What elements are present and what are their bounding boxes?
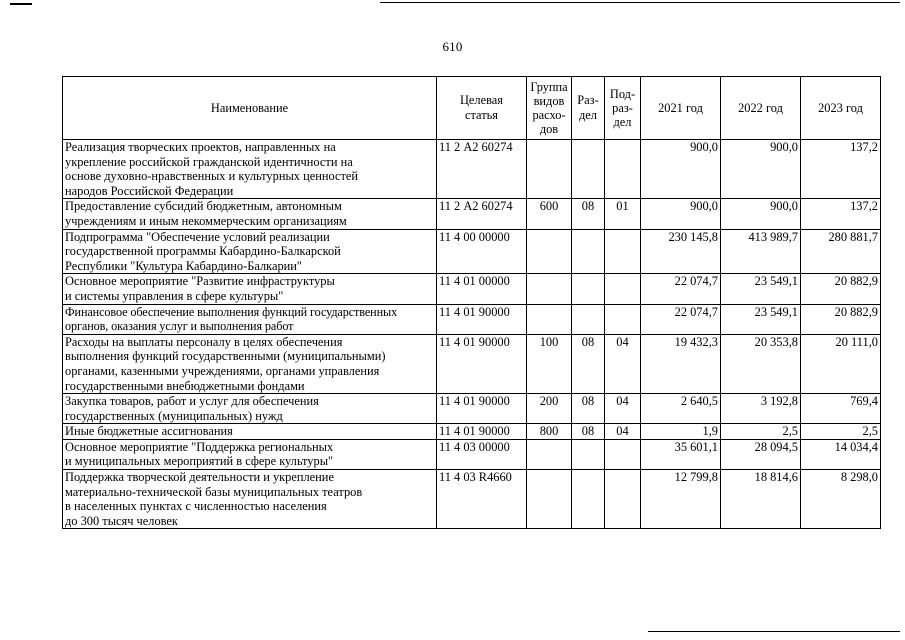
row-name: Поддержка творческой деятельности и укрепление материально-технической базы муниципальных театров в населенных пунктах с численностью населения до 300 тысяч человек bbox=[63, 470, 437, 529]
row-2023: 137,2 bbox=[801, 140, 881, 199]
row-2022: 28 094,5 bbox=[721, 439, 801, 469]
row-subsection bbox=[605, 229, 641, 274]
header-2022: 2022 год bbox=[721, 77, 801, 140]
header-target: Целевая статья bbox=[437, 77, 527, 140]
row-section: 08 bbox=[572, 424, 605, 440]
row-group bbox=[527, 140, 572, 199]
row-group bbox=[527, 304, 572, 334]
top-rule-left bbox=[10, 3, 32, 5]
row-name: Реализация творческих проектов, направленных на укрепление российской гражданской идентичности на основе духовно-нравственных и культурных ценностей народов Российской Федерации bbox=[63, 140, 437, 199]
row-subsection bbox=[605, 470, 641, 529]
row-name: Расходы на выплаты персоналу в целях обеспечения выполнения функций государственными (муниципальными) органами, казенными учреждениями, органами управления государственными внебюджетными фондами bbox=[63, 334, 437, 393]
row-section bbox=[572, 274, 605, 304]
row-group: 600 bbox=[527, 199, 572, 229]
table-row bbox=[63, 274, 881, 304]
row-name: Закупка товаров, работ и услуг для обеспечения государственных (муниципальных) нужд bbox=[63, 394, 437, 424]
row-name: Иные бюджетные ассигнования bbox=[63, 424, 437, 440]
row-2023: 20 111,0 bbox=[801, 334, 881, 393]
row-2021: 1,9 bbox=[641, 424, 721, 440]
row-2023: 14 034,4 bbox=[801, 439, 881, 469]
row-name: Финансовое обеспечение выполнения функций государственных органов, оказания услуг и выполнения работ bbox=[63, 304, 437, 334]
row-2021: 2 640,5 bbox=[641, 394, 721, 424]
row-section bbox=[572, 140, 605, 199]
top-rule-right bbox=[380, 2, 900, 3]
row-target: 11 4 00 00000 bbox=[437, 229, 527, 274]
row-name: Предоставление субсидий бюджетным, автономным учреждениям и иным некоммерческим организациям bbox=[63, 199, 437, 229]
row-group bbox=[527, 439, 572, 469]
header-2023: 2023 год bbox=[801, 77, 881, 140]
header-row bbox=[63, 77, 881, 140]
row-2022: 23 549,1 bbox=[721, 304, 801, 334]
row-2022: 18 814,6 bbox=[721, 470, 801, 529]
row-2022: 900,0 bbox=[721, 140, 801, 199]
row-subsection: 01 bbox=[605, 199, 641, 229]
budget-table bbox=[62, 76, 881, 529]
table-row bbox=[63, 470, 881, 529]
table-row bbox=[63, 140, 881, 199]
row-group: 800 bbox=[527, 424, 572, 440]
table-row bbox=[63, 424, 881, 440]
row-group: 200 bbox=[527, 394, 572, 424]
row-2023: 20 882,9 bbox=[801, 304, 881, 334]
row-target: 11 4 01 90000 bbox=[437, 304, 527, 334]
row-subsection: 04 bbox=[605, 424, 641, 440]
page-number: 610 bbox=[442, 39, 463, 54]
row-2021: 900,0 bbox=[641, 140, 721, 199]
table-row bbox=[63, 304, 881, 334]
header-group: Группа видов расхо- дов bbox=[527, 77, 572, 140]
table-row bbox=[63, 439, 881, 469]
table-row bbox=[63, 229, 881, 274]
row-2023: 8 298,0 bbox=[801, 470, 881, 529]
table-row bbox=[63, 334, 881, 393]
table-row bbox=[63, 199, 881, 229]
row-2022: 23 549,1 bbox=[721, 274, 801, 304]
row-2022: 900,0 bbox=[721, 199, 801, 229]
header-name: Наименование bbox=[63, 77, 437, 140]
header-subsection: Под- раз- дел bbox=[605, 77, 641, 140]
row-2022: 20 353,8 bbox=[721, 334, 801, 393]
row-2023: 2,5 bbox=[801, 424, 881, 440]
row-target: 11 4 01 90000 bbox=[437, 424, 527, 440]
row-target: 11 4 03 R4660 bbox=[437, 470, 527, 529]
row-2022: 2,5 bbox=[721, 424, 801, 440]
row-name: Основное мероприятие "Развитие инфраструктуры и системы управления в сфере культуры" bbox=[63, 274, 437, 304]
table-row bbox=[63, 394, 881, 424]
row-section: 08 bbox=[572, 394, 605, 424]
row-target: 11 2 А2 60274 bbox=[437, 140, 527, 199]
row-subsection bbox=[605, 304, 641, 334]
row-subsection bbox=[605, 274, 641, 304]
row-name: Основное мероприятие "Поддержка региональных и муниципальных мероприятий в сфере культуры" bbox=[63, 439, 437, 469]
row-2021: 900,0 bbox=[641, 199, 721, 229]
row-target: 11 4 01 90000 bbox=[437, 394, 527, 424]
row-2023: 20 882,9 bbox=[801, 274, 881, 304]
row-group: 100 bbox=[527, 334, 572, 393]
row-target: 11 4 01 00000 bbox=[437, 274, 527, 304]
row-section: 08 bbox=[572, 334, 605, 393]
row-section: 08 bbox=[572, 199, 605, 229]
row-target: 11 4 01 90000 bbox=[437, 334, 527, 393]
row-2022: 413 989,7 bbox=[721, 229, 801, 274]
header-section: Раз- дел bbox=[572, 77, 605, 140]
row-2021: 22 074,7 bbox=[641, 274, 721, 304]
row-subsection: 04 bbox=[605, 334, 641, 393]
row-group bbox=[527, 274, 572, 304]
row-target: 11 4 03 00000 bbox=[437, 439, 527, 469]
row-group bbox=[527, 229, 572, 274]
row-2021: 230 145,8 bbox=[641, 229, 721, 274]
header-2021: 2021 год bbox=[641, 77, 721, 140]
row-group bbox=[527, 470, 572, 529]
row-section bbox=[572, 304, 605, 334]
row-name: Подпрограмма "Обеспечение условий реализации государственной программы Кабардино-Балкарской Республики "Культура Кабардино-Балкарии" bbox=[63, 229, 437, 274]
row-subsection bbox=[605, 439, 641, 469]
row-subsection: 04 bbox=[605, 394, 641, 424]
row-2023: 137,2 bbox=[801, 199, 881, 229]
row-2021: 35 601,1 bbox=[641, 439, 721, 469]
row-2021: 12 799,8 bbox=[641, 470, 721, 529]
row-section bbox=[572, 229, 605, 274]
row-section bbox=[572, 439, 605, 469]
row-subsection bbox=[605, 140, 641, 199]
bottom-rule bbox=[648, 631, 900, 632]
row-2021: 19 432,3 bbox=[641, 334, 721, 393]
row-2023: 769,4 bbox=[801, 394, 881, 424]
row-target: 11 2 А2 60274 bbox=[437, 199, 527, 229]
row-2022: 3 192,8 bbox=[721, 394, 801, 424]
row-2023: 280 881,7 bbox=[801, 229, 881, 274]
row-section bbox=[572, 470, 605, 529]
row-2021: 22 074,7 bbox=[641, 304, 721, 334]
